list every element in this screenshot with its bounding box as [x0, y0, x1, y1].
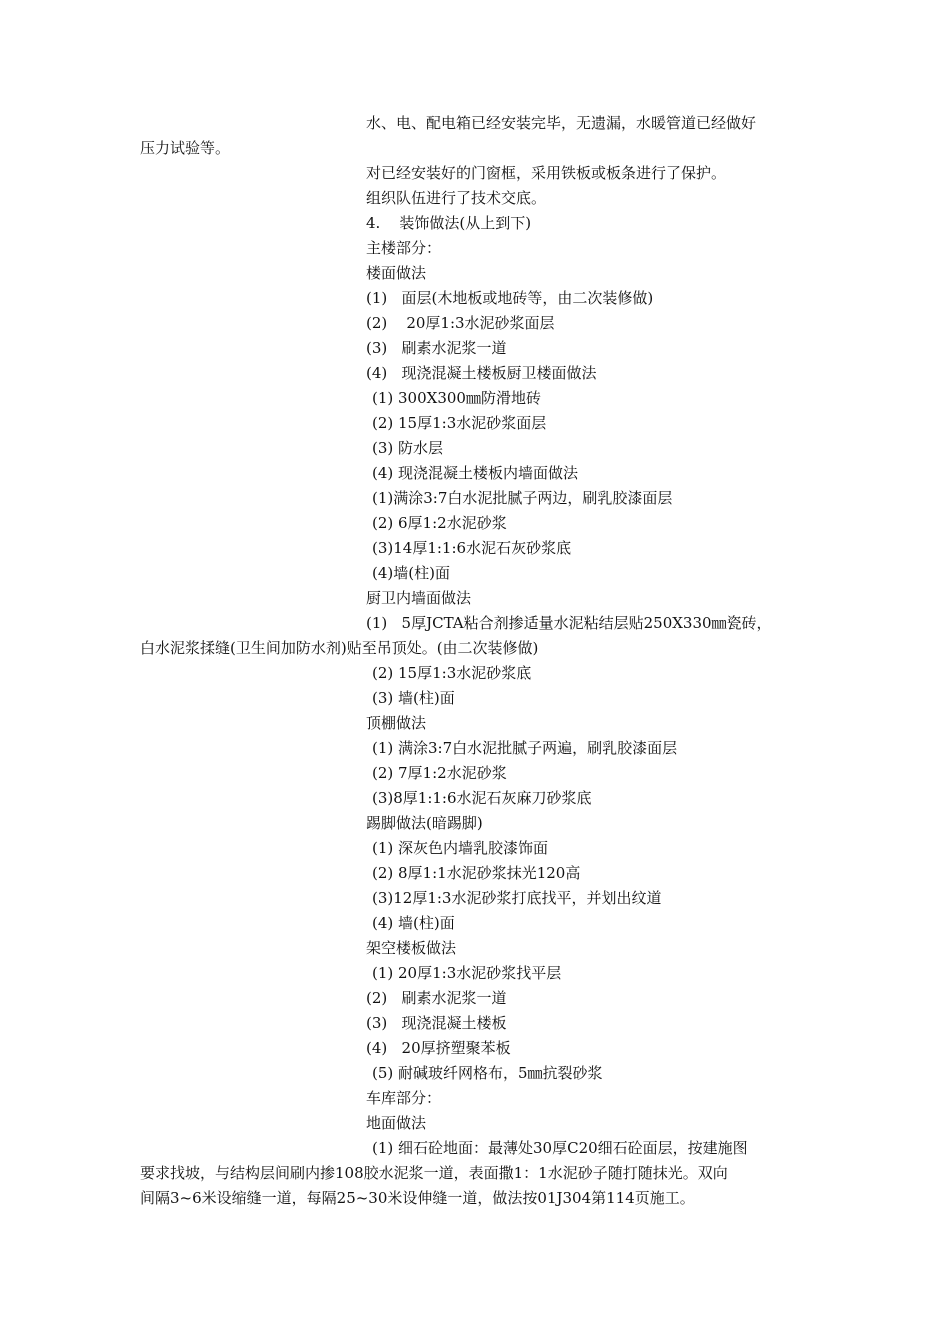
list-item: (3) 现浇混凝土楼板	[366, 1014, 507, 1032]
subsection-heading: 架空楼板做法	[366, 939, 457, 957]
list-item: (3)14厚1:1:6水泥石灰砂浆底	[372, 539, 572, 557]
list-item: (1)满涂3:7白水泥批腻子两边，刷乳胶漆面层	[372, 489, 673, 507]
list-item: (3) 墙(柱)面	[372, 689, 455, 707]
list-item: (4)墙(柱)面	[372, 564, 450, 582]
list-item: (3)8厚1:1:6水泥石灰麻刀砂浆底	[372, 789, 592, 807]
list-item: (4) 墙(柱)面	[372, 914, 455, 932]
list-item: (1) 20厚1:3水泥砂浆找平层	[372, 964, 562, 982]
subsection-heading: 车库部分：	[366, 1089, 442, 1107]
list-item: (1) 细石砼地面：最薄处30厚C20细石砼面层，按建施图	[372, 1139, 748, 1157]
list-item: (1) 面层(木地板或地砖等，由二次装修做)	[366, 289, 654, 307]
list-item: (3) 刷素水泥浆一道	[366, 339, 507, 357]
subsection-heading: 地面做法	[366, 1114, 427, 1132]
text-line: 间隔3~6米设缩缝一道，每隔25~30米设伸缝一道，做法按01J304第114页施工。	[140, 1189, 695, 1207]
list-item: (2) 7厚1:2水泥砂浆	[372, 764, 507, 782]
text-line: 要求找坡，与结构层间刷内掺108胶水泥浆一道，表面撒1：1水泥砂子随打随抹光。双向	[140, 1164, 728, 1182]
list-item: (1) 深灰色内墙乳胶漆饰面	[372, 839, 549, 857]
list-item: (4) 现浇混凝土楼板厨卫楼面做法	[366, 364, 597, 382]
text-line: 水、电、配电箱已经安装完毕，无遗漏，水暖管道已经做好	[366, 114, 757, 132]
subsection-heading: 顶棚做法	[366, 714, 427, 732]
list-item: (2) 刷素水泥浆一道	[366, 989, 507, 1007]
list-item: (2) 15厚1:3水泥砂浆面层	[372, 414, 547, 432]
list-item: (5) 耐碱玻纤网格布，5㎜抗裂砂浆	[372, 1064, 603, 1082]
text-line: 白水泥浆揉缝(卫生间加防水剂)贴至吊顶处。(由二次装修做)	[140, 639, 539, 657]
subsection-heading: 楼面做法	[366, 264, 427, 282]
subsection-heading: 踢脚做法(暗踢脚)	[366, 814, 483, 832]
text-line: 对已经安装好的门窗框，采用铁板或板条进行了保护。	[366, 164, 727, 182]
text-line: 压力试验等。	[140, 139, 231, 157]
list-item: (4) 20厚挤塑聚苯板	[366, 1039, 511, 1057]
subsection-heading: 厨卫内墙面做法	[366, 589, 472, 607]
list-item: (3) 防水层	[372, 439, 444, 457]
list-item: (2) 20厚1:3水泥砂浆面层	[366, 314, 555, 332]
subsection-heading: 主楼部分：	[366, 239, 442, 257]
list-item: (2) 15厚1:3水泥砂浆底	[372, 664, 532, 682]
text-line: 组织队伍进行了技术交底。	[366, 189, 547, 207]
section-heading: 4. 装饰做法(从上到下)	[366, 214, 532, 232]
list-item: (1) 300X300㎜防滑地砖	[372, 389, 541, 407]
list-item: (4) 现浇混凝土楼板内墙面做法	[372, 464, 579, 482]
list-item: (2) 8厚1:1水泥砂浆抹光120高	[372, 864, 581, 882]
list-item: (3)12厚1:3水泥砂浆打底找平，并划出纹道	[372, 889, 662, 907]
list-item: (1) 5厚JCTA粘合剂掺适量水泥粘结层贴250X330㎜瓷砖，	[366, 614, 772, 632]
list-item: (2) 6厚1:2水泥砂浆	[372, 514, 507, 532]
list-item: (1) 满涂3:7白水泥批腻子两遍，刷乳胶漆面层	[372, 739, 678, 757]
